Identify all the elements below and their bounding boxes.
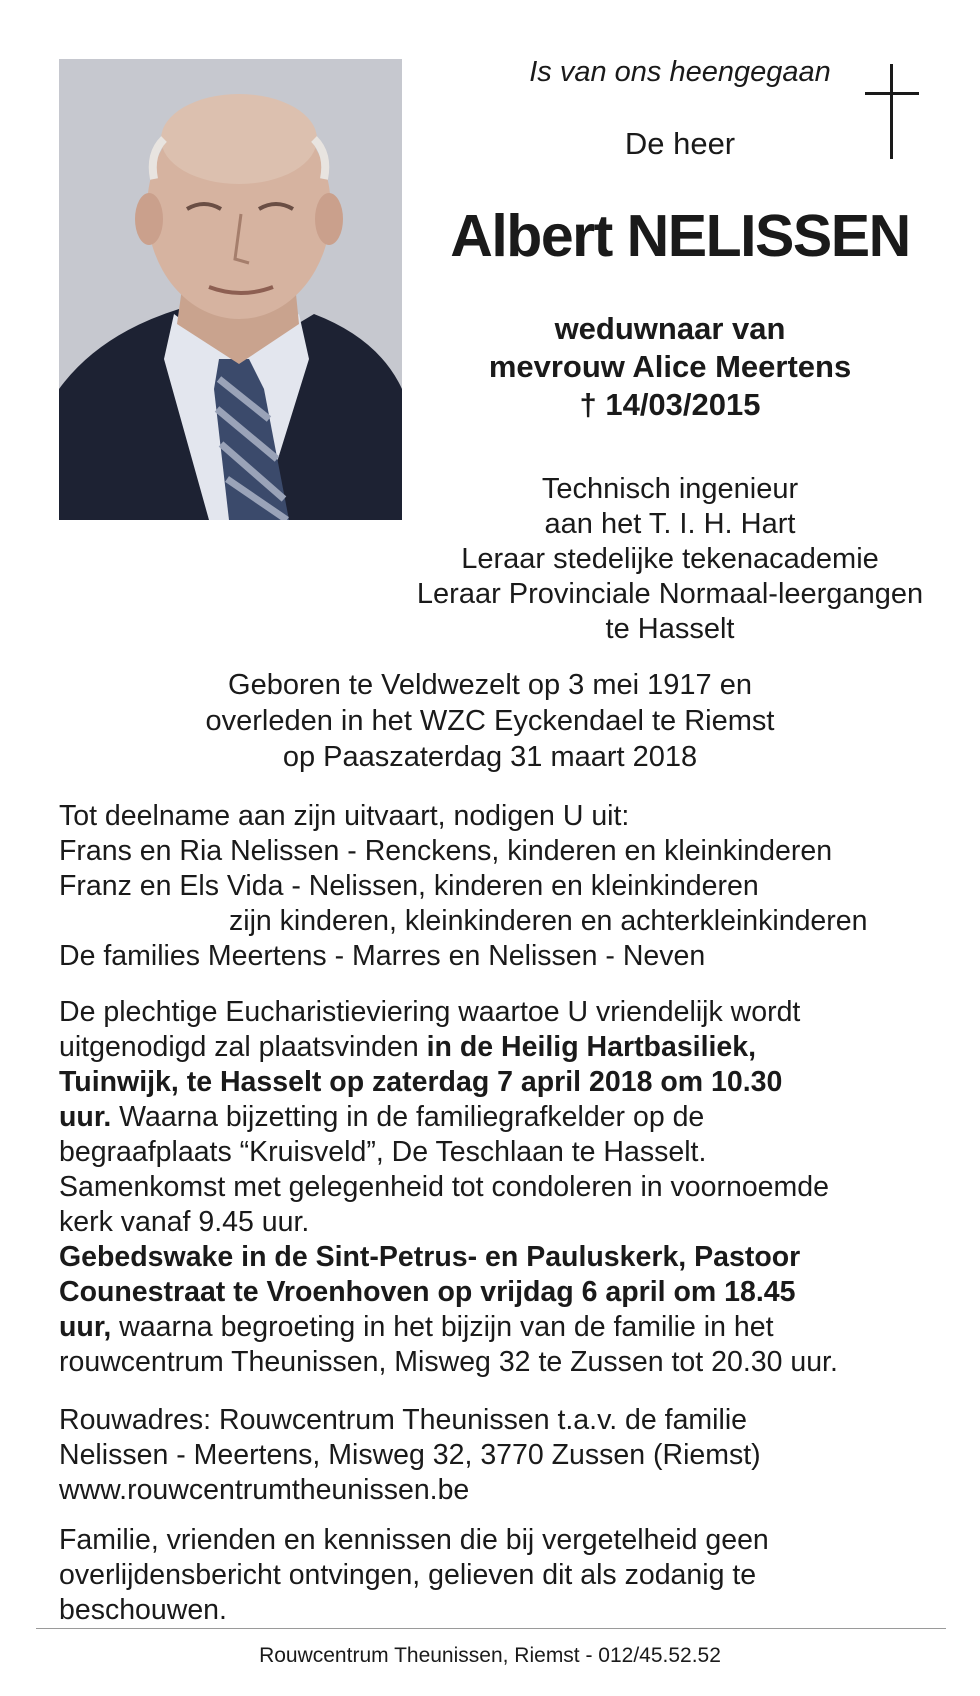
mass-datetime-end: uur. (59, 1101, 112, 1133)
vigil-datetime: Counestraat te Vroenhoven op vrijdag 6 april om 18.45 (59, 1276, 796, 1308)
family-line: Frans en Ria Nelissen - Renckens, kinderen en kleinkinderen (59, 835, 833, 867)
role-line: aan het T. I. H. Hart (544, 508, 796, 540)
intro-text: Is van ons heengegaan (529, 56, 831, 88)
spouse-line: † 14/03/2015 (579, 387, 761, 422)
mass-line (59, 1100, 939, 1135)
address-line: Rouwadres: Rouwcentrum Theunissen t.a.v. de familie (59, 1404, 748, 1436)
website-link[interactable]: www.rouwcentrumtheunissen.be (59, 1474, 470, 1506)
spouse-line: weduwnaar van (554, 311, 786, 346)
mass-line (59, 1065, 939, 1100)
life-line: overleden in het WZC Eyckendael te Riemst (205, 705, 775, 737)
mass-text: Waarna bijzetting in de familiegrafkelder op de (111, 1101, 705, 1133)
vigil-line (59, 1240, 939, 1275)
vigil-location: Gebedswake in de Sint-Petrus- en Pauluskerk, Pastoor (59, 1241, 801, 1273)
role-line: Technisch ingenieur (541, 473, 799, 505)
closing-line: beschouwen. (59, 1594, 227, 1626)
mass-text: uitgenodigd zal plaatsvinden (59, 1031, 427, 1063)
honorific: De heer (624, 126, 736, 161)
footer-divider (36, 1628, 946, 1629)
mass-line: Samenkomst met gelegenheid tot condoleren in voornoemde (59, 1171, 829, 1203)
mass-line (59, 1030, 939, 1065)
closing-line: overlijdensbericht ontvingen, gelieven dit als zodanig te (59, 1559, 757, 1591)
portrait-photo (59, 59, 402, 520)
mass-datetime: Tuinwijk, te Hasselt op zaterdag 7 april 2018 om 10.30 (59, 1066, 783, 1098)
family-line: Tot deelname aan zijn uitvaart, nodigen U uit: (59, 800, 630, 832)
funeral-details-block (59, 995, 939, 1380)
mass-line: De plechtige Eucharistieviering waartoe U vriendelijk wordt (59, 996, 801, 1028)
vigil-line (59, 1310, 939, 1345)
family-line: zijn kinderen, kleinkinderen en achterkleinkinderen (229, 905, 868, 937)
role-line: te Hasselt (605, 613, 735, 645)
address-line: Nelissen - Meertens, Misweg 32, 3770 Zussen (Riemst) (59, 1439, 761, 1471)
life-line: Geboren te Veldwezelt op 3 mei 1917 en (228, 669, 752, 701)
vigil-line (59, 1275, 939, 1310)
roles-block (370, 472, 970, 647)
role-line: Leraar stedelijke tekenacademie (461, 543, 879, 575)
address-block (59, 1403, 939, 1508)
role-line: Leraar Provinciale Normaal-leergangen (416, 578, 924, 610)
mass-line: begraafplaats “Kruisveld”, De Teschlaan te Hasselt. (59, 1136, 707, 1168)
spouse-block (420, 310, 920, 424)
family-line: Franz en Els Vida - Nelissen, kinderen en kleinkinderen (59, 870, 759, 902)
mass-location: in de Heilig Hartbasiliek, (426, 1031, 757, 1063)
footer-contact: Rouwcentrum Theunissen, Riemst - 012/45.52.52 (259, 1644, 721, 1667)
vigil-line: rouwcentrum Theunissen, Misweg 32 te Zussen tot 20.30 uur. (59, 1346, 838, 1378)
family-block (59, 799, 939, 974)
life-dates-block (60, 667, 920, 775)
life-line: op Paaszaterdag 31 maart 2018 (282, 741, 698, 773)
deceased-name: Albert NELISSEN (450, 203, 910, 269)
family-line: De families Meertens - Marres en Nelissen - Neven (59, 940, 706, 972)
vigil-datetime-end: uur, (59, 1311, 112, 1343)
vigil-text: waarna begroeting in het bijzijn van de familie in het (111, 1311, 774, 1343)
mass-line: kerk vanaf 9.45 uur. (59, 1206, 310, 1238)
closing-line: Familie, vrienden en kennissen die bij vergetelheid geen (59, 1524, 769, 1556)
closing-note (59, 1523, 939, 1628)
spouse-line: mevrouw Alice Meertens (488, 349, 852, 384)
